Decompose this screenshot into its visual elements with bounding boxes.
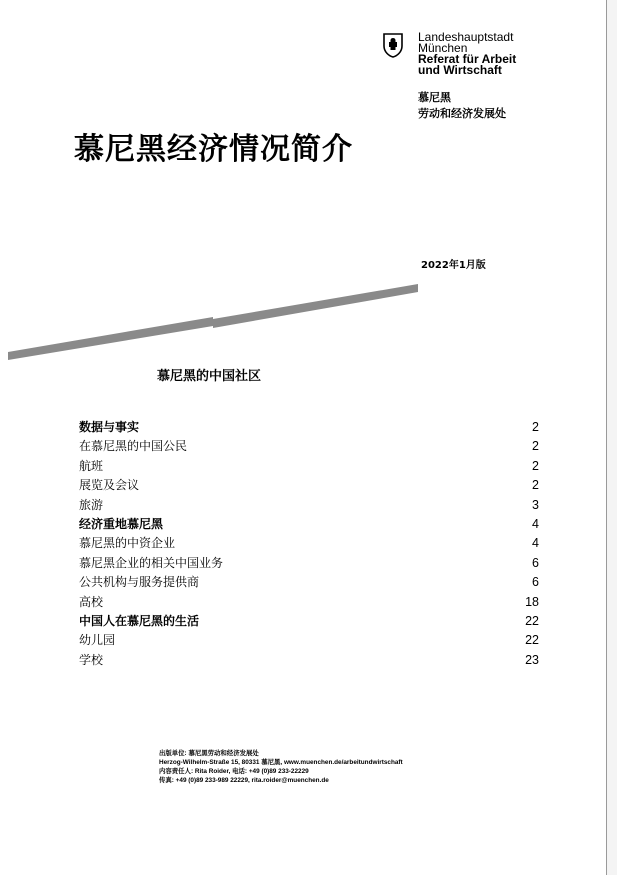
toc-entry[interactable] xyxy=(79,534,539,553)
imprint-address: Herzog-Wilhelm-Straße 15, 80331 慕尼黑, www.muenchen.de/arbeitundwirtschaft xyxy=(159,759,403,766)
imprint-fax-email: 传真: +49 (0)89 233-989 22229, rita.roider@muenchen.de xyxy=(159,777,329,784)
toc-entry-label: 公共机构与服务提供商 xyxy=(79,575,200,590)
toc-entry-label: 展览及会议 xyxy=(79,478,140,493)
toc-entry-page: 2 xyxy=(532,420,539,434)
department-chinese xyxy=(418,90,506,122)
toc-entry[interactable] xyxy=(79,593,539,612)
toc-entry-page: 18 xyxy=(525,594,539,609)
table-of-contents xyxy=(79,418,539,670)
toc-entry-page: 6 xyxy=(532,555,539,570)
cn-dept-line-2: 劳动和经济发展处 xyxy=(418,107,506,120)
toc-entry[interactable] xyxy=(79,554,539,573)
toc-entry-label: 学校 xyxy=(79,652,104,667)
dept-line-1: Referat für Arbeit xyxy=(418,52,517,66)
toc-entry-page: 2 xyxy=(532,458,539,473)
munich-coat-of-arms-icon xyxy=(382,32,404,58)
toc-entry-page: 23 xyxy=(525,652,539,667)
toc-entry-label: 中国人在慕尼黑的生活 xyxy=(79,613,200,628)
decorative-bar-right xyxy=(213,284,418,328)
imprint-publisher: 出版单位: 慕尼黑劳动和经济发展处 xyxy=(159,750,259,757)
viewer-edge xyxy=(607,0,617,875)
toc-entry-page: 4 xyxy=(532,516,539,531)
decorative-bar-left xyxy=(8,317,213,360)
toc-entry[interactable] xyxy=(79,457,539,476)
toc-entry-page: 2 xyxy=(532,439,539,454)
toc-entry[interactable] xyxy=(79,612,539,631)
imprint xyxy=(159,749,403,785)
toc-entry-page: 22 xyxy=(525,633,539,648)
toc-entry[interactable] xyxy=(79,651,539,670)
decorative-bars xyxy=(8,282,420,362)
toc-entry[interactable] xyxy=(79,515,539,534)
toc-entry-label: 高校 xyxy=(79,594,104,609)
toc-entry-label: 慕尼黑企业的相关中国业务 xyxy=(79,555,224,570)
toc-entry-page: 3 xyxy=(532,497,539,512)
toc-entry-label: 幼儿园 xyxy=(79,633,116,648)
toc-entry-label: 数据与事实 xyxy=(79,420,140,434)
document-title: 慕尼黑经济情况简介 xyxy=(74,132,353,167)
toc-entry-label: 在慕尼黑的中国公民 xyxy=(79,439,188,454)
toc-entry[interactable] xyxy=(79,437,539,456)
toc-entry[interactable] xyxy=(79,631,539,650)
org-line-2: München xyxy=(418,41,468,55)
toc-entry-label: 经济重地慕尼黑 xyxy=(79,516,164,531)
toc-entry-label: 旅游 xyxy=(79,497,104,512)
cn-dept-line-1: 慕尼黑 xyxy=(418,91,451,104)
dept-line-2: und Wirtschaft xyxy=(418,63,502,77)
toc-entry-label: 航班 xyxy=(79,458,104,473)
toc-entry-label: 慕尼黑的中资企业 xyxy=(79,536,176,551)
toc-entry[interactable] xyxy=(79,573,539,592)
toc-entry-page: 4 xyxy=(532,536,539,551)
toc-entry[interactable] xyxy=(79,418,539,437)
toc-entry[interactable] xyxy=(79,476,539,495)
imprint-contact: 内容责任人: Rita Roider, 电话: +49 (0)89 233-22229 xyxy=(159,768,309,775)
toc-entry-page: 6 xyxy=(532,575,539,590)
toc-entry-page: 22 xyxy=(525,613,539,628)
org-line-1: Landeshauptstadt xyxy=(418,30,514,44)
document-subtitle: 慕尼黑的中国社区 xyxy=(157,369,262,384)
edition-date: 2022年1月版 xyxy=(421,260,486,271)
toc-entry-page: 2 xyxy=(532,478,539,493)
toc-entry[interactable] xyxy=(79,496,539,515)
issuer-logotype xyxy=(418,32,516,76)
